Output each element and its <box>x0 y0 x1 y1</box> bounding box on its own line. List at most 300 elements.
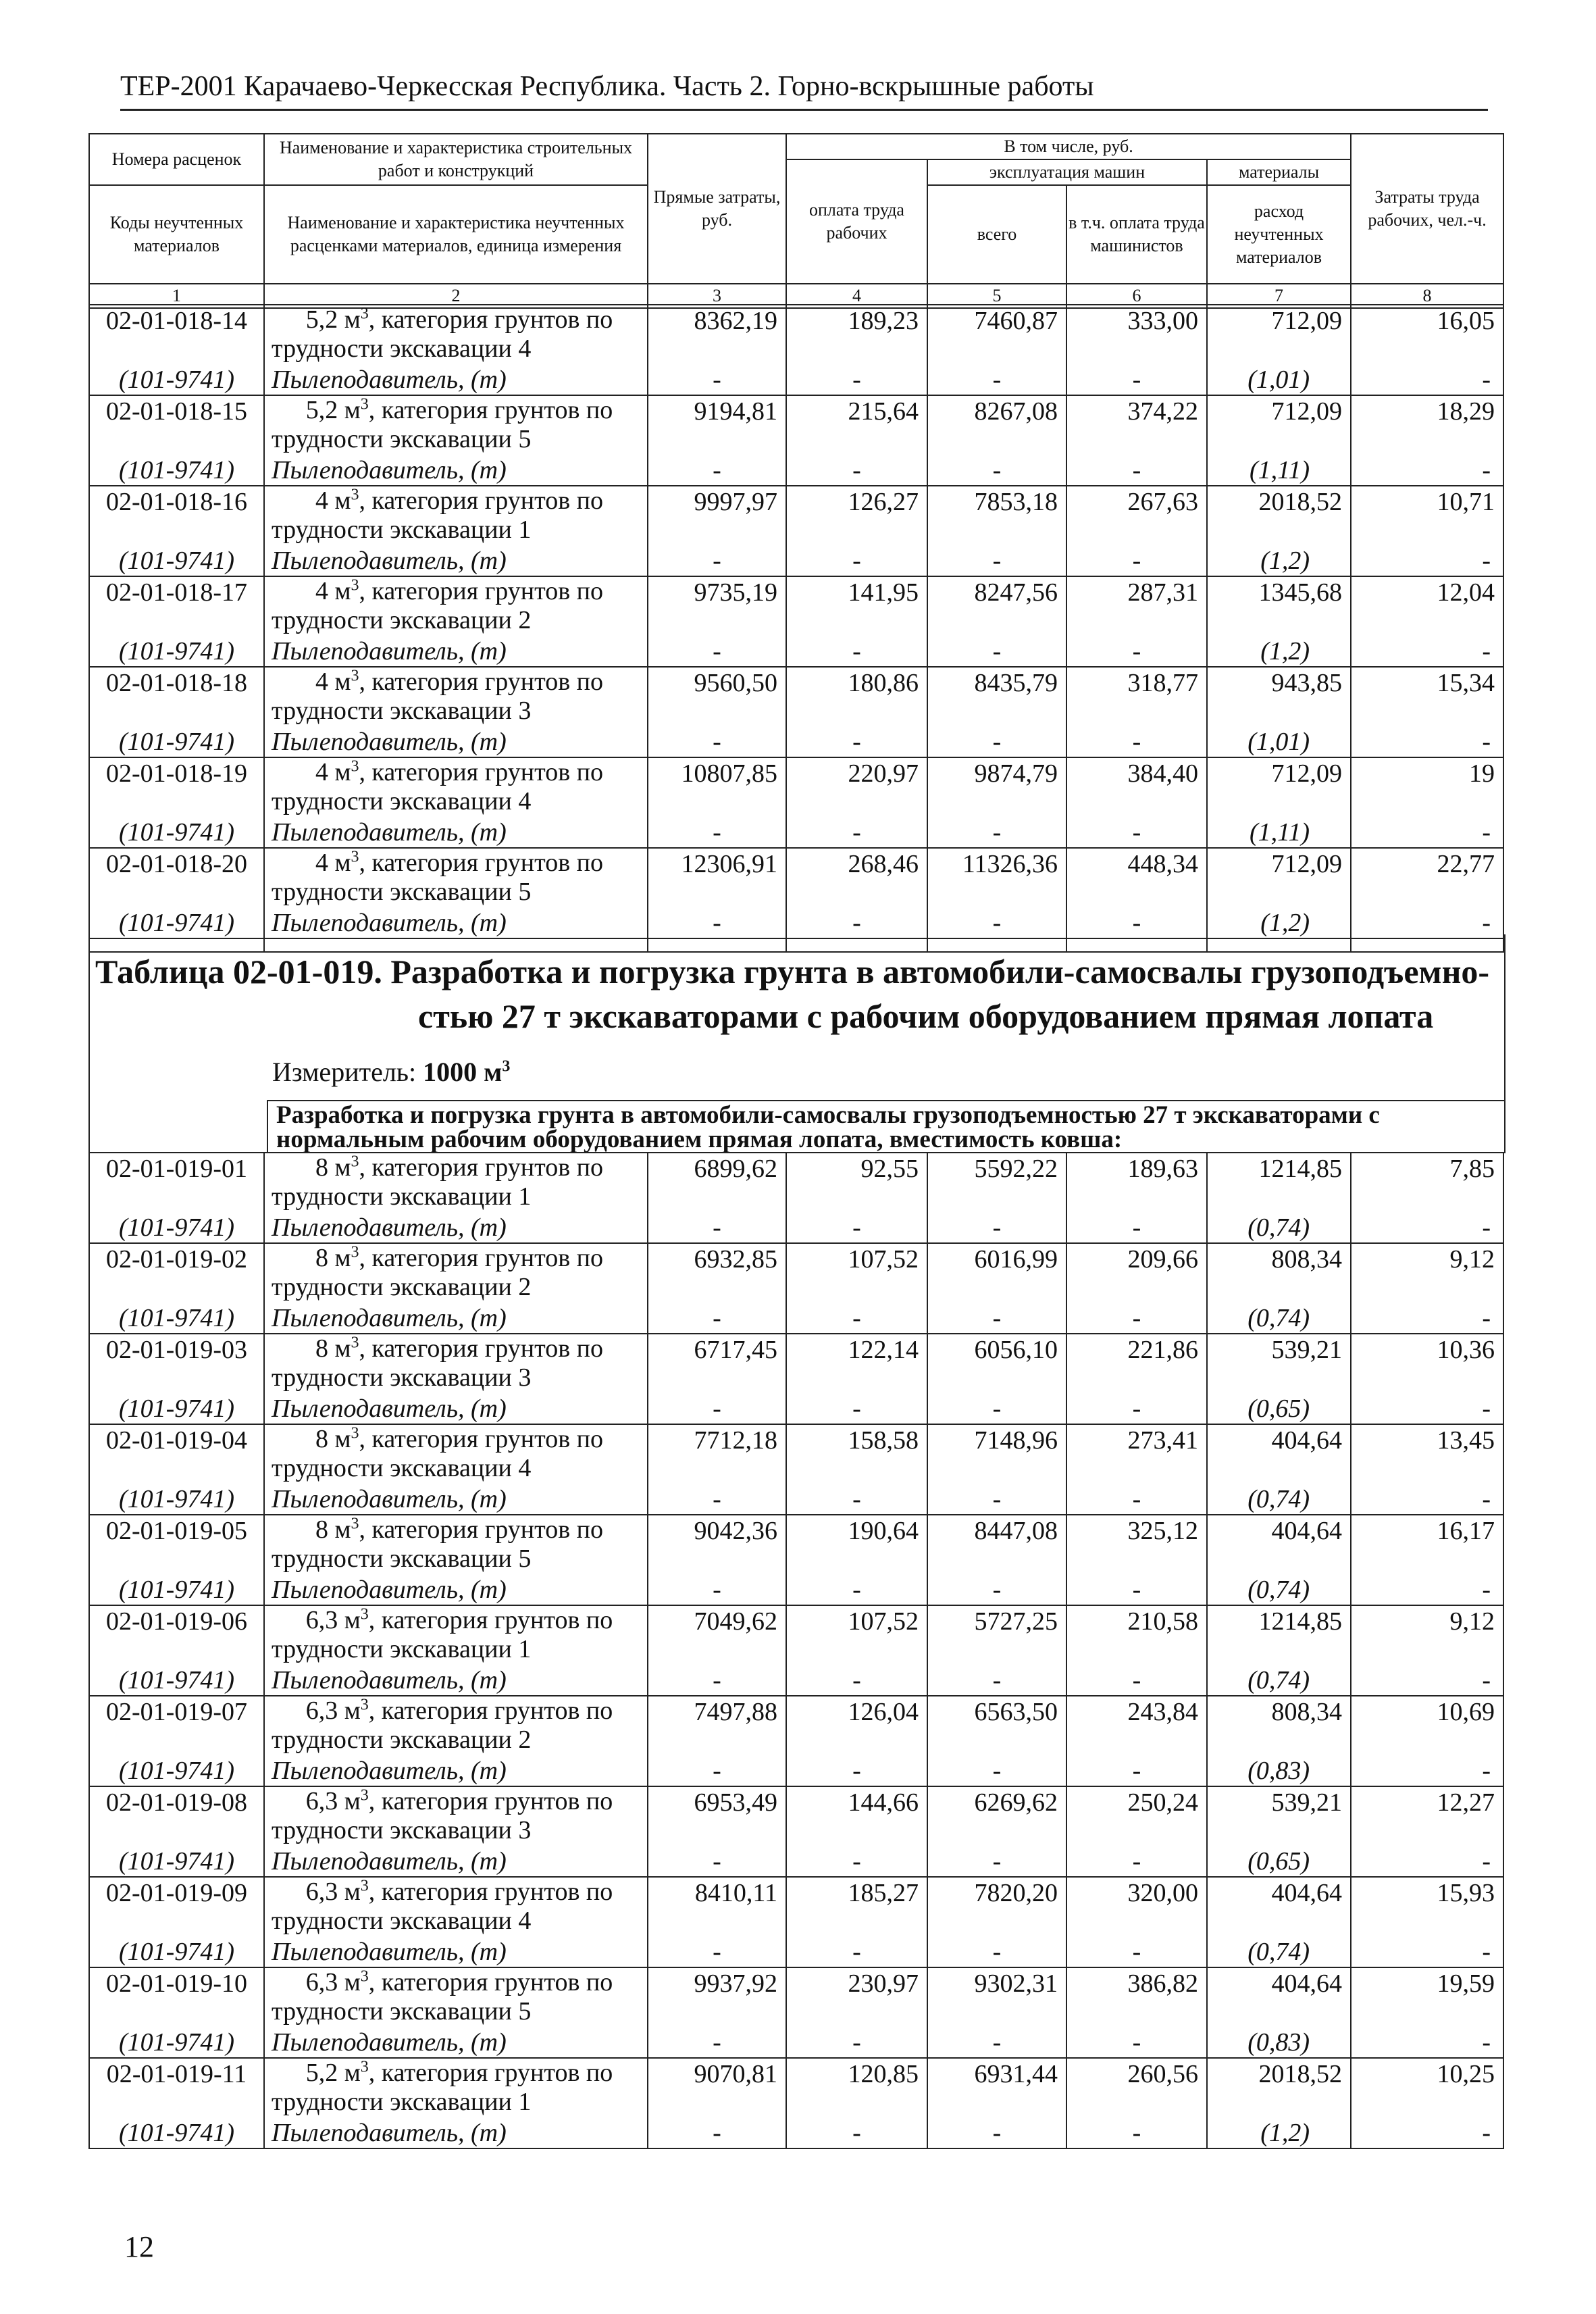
soil-category-cont: трудности экскавации 1 <box>272 2088 532 2116</box>
dash-cell: - <box>1351 909 1503 938</box>
machines-total: 11326,36 <box>927 848 1066 909</box>
worker-pay: 120,85 <box>786 2058 927 2119</box>
dash-cell: - <box>1351 2028 1503 2058</box>
measurer-sup: 3 <box>502 1057 511 1076</box>
bucket-size-unit-sup: 3 <box>351 1515 359 1533</box>
bucket-size: 8 м <box>315 1515 351 1544</box>
soil-category: , категория грунтов по <box>359 1425 604 1453</box>
worker-pay: 144,66 <box>786 1786 927 1847</box>
dash-cell: - <box>1351 728 1503 757</box>
material-code: (101-9741) <box>89 1213 264 1243</box>
material-quantity: (1,11) <box>1207 456 1351 486</box>
table-019-title <box>95 949 1500 1038</box>
material-code: (101-9741) <box>89 1757 264 1786</box>
bucket-size-unit-sup: 3 <box>360 1696 369 1714</box>
material-name: Пылеподавитель, (т) <box>264 1304 648 1334</box>
header-worker-pay: оплата труда рабочих <box>786 159 927 284</box>
bucket-size: 6,3 м <box>305 1787 361 1815</box>
rate-code: 02-01-019-05 <box>89 1515 264 1576</box>
bucket-size-unit-sup: 3 <box>360 1877 369 1895</box>
soil-category: , категория грунтов по <box>359 758 604 786</box>
dash-cell: - <box>1066 1485 1207 1515</box>
material-row <box>89 1757 1503 1786</box>
labor-hours: 19 <box>1351 757 1503 818</box>
bucket-size: 6,3 м <box>305 1968 361 1996</box>
operator-pay: 384,40 <box>1066 757 1207 818</box>
bucket-size: 5,2 м <box>305 396 361 424</box>
header-labor-hours: Затраты труда рабочих, чел.-ч. <box>1351 134 1503 284</box>
material-code: (101-9741) <box>89 1666 264 1696</box>
material-row <box>89 366 1503 395</box>
direct-costs: 9042,36 <box>648 1515 786 1576</box>
rate-description <box>264 576 648 637</box>
rate-description <box>264 757 648 818</box>
material-row <box>89 2119 1503 2148</box>
rate-description <box>264 486 648 547</box>
material-name: Пылеподавитель, (т) <box>264 456 648 486</box>
soil-category-cont: трудности экскавации 2 <box>272 606 532 634</box>
soil-category: , категория грунтов по <box>368 1878 613 1906</box>
labor-hours: 10,71 <box>1351 486 1503 547</box>
labor-hours: 19,59 <box>1351 1967 1503 2028</box>
dash-cell: - <box>648 1304 786 1334</box>
dash-cell: - <box>786 728 927 757</box>
soil-category-cont: трудности экскавации 2 <box>272 1273 532 1301</box>
bucket-size-unit-sup: 3 <box>351 1334 359 1352</box>
bucket-size-unit-sup: 3 <box>360 2058 369 2076</box>
rate-row <box>89 667 1503 728</box>
materials-cost: 943,85 <box>1207 667 1351 728</box>
dash-cell: - <box>927 818 1066 848</box>
material-row <box>89 547 1503 576</box>
material-code: (101-9741) <box>89 2119 264 2148</box>
direct-costs: 6717,45 <box>648 1334 786 1394</box>
dash-cell: - <box>1066 637 1207 667</box>
dash-cell: - <box>648 1213 786 1243</box>
material-row <box>89 1394 1503 1424</box>
header-including-group: В том числе, руб. <box>786 134 1351 159</box>
bucket-size-unit-sup: 3 <box>360 305 369 323</box>
rate-row <box>89 1967 1503 2028</box>
direct-costs: 8410,11 <box>648 1877 786 1938</box>
dash-cell: - <box>927 1394 1066 1424</box>
bucket-size-unit-sup: 3 <box>351 486 359 504</box>
dash-cell: - <box>1066 1847 1207 1877</box>
rate-description <box>264 1605 648 1666</box>
soil-category: , категория грунтов по <box>359 1515 604 1544</box>
header-machines-group: эксплуатация машин <box>927 159 1207 185</box>
worker-pay: 268,46 <box>786 848 927 909</box>
labor-hours: 16,17 <box>1351 1515 1503 1576</box>
soil-category: , категория грунтов по <box>359 1244 604 1272</box>
material-code: (101-9741) <box>89 1304 264 1334</box>
table-019-title-line2: стью 27 т экскаваторами с рабочим оборудованием прямая лопата <box>418 997 1434 1035</box>
material-quantity: (0,83) <box>1207 2028 1351 2058</box>
rate-code: 02-01-018-16 <box>89 486 264 547</box>
rate-description <box>264 1334 648 1394</box>
material-name: Пылеподавитель, (т) <box>264 1847 648 1877</box>
material-quantity: (0,74) <box>1207 1304 1351 1334</box>
worker-pay: 180,86 <box>786 667 927 728</box>
material-name: Пылеподавитель, (т) <box>264 1666 648 1696</box>
material-name: Пылеподавитель, (т) <box>264 728 648 757</box>
dash-cell: - <box>648 2119 786 2148</box>
material-name: Пылеподавитель, (т) <box>264 2119 648 2148</box>
header-operator-pay: в т.ч. оплата труда машинистов <box>1066 185 1207 284</box>
soil-category-cont: трудности экскавации 5 <box>272 425 532 453</box>
material-name: Пылеподавитель, (т) <box>264 1394 648 1424</box>
running-header: ТЕР-2001 Карачаево-Черкесская Республика. Часть 2. Горно-вскрышные работы <box>120 71 1094 102</box>
machines-total: 7148,96 <box>927 1424 1066 1485</box>
rate-description <box>264 1424 648 1485</box>
dash-cell: - <box>648 1938 786 1967</box>
worker-pay: 92,55 <box>786 1153 927 1213</box>
machines-total: 7820,20 <box>927 1877 1066 1938</box>
header-num-8: 8 <box>1351 284 1503 308</box>
rates-table-018 <box>88 304 1504 953</box>
worker-pay: 122,14 <box>786 1334 927 1394</box>
rate-description <box>264 305 648 366</box>
dash-cell: - <box>648 366 786 395</box>
material-code: (101-9741) <box>89 818 264 848</box>
dash-cell: - <box>927 1938 1066 1967</box>
direct-costs: 9194,81 <box>648 395 786 456</box>
header-col2-bottom: Наименование и характеристика неучтенных расценками материалов, единица измерения <box>264 185 648 284</box>
section-caption: Разработка и погрузка грунта в автомобили-самосвалы грузоподъемностью 27 т экскаваторами с нормальным рабочим оборудованием прямая лопата, вместимость ковша: <box>276 1101 1380 1153</box>
header-direct-costs: Прямые затраты, руб. <box>648 134 786 284</box>
page-number: 12 <box>124 2230 154 2263</box>
labor-hours: 9,12 <box>1351 1605 1503 1666</box>
dash-cell: - <box>1066 1757 1207 1786</box>
labor-hours: 7,85 <box>1351 1153 1503 1213</box>
worker-pay: 126,27 <box>786 486 927 547</box>
materials-cost: 808,34 <box>1207 1243 1351 1304</box>
rate-row <box>89 1334 1503 1394</box>
material-code: (101-9741) <box>89 728 264 757</box>
machines-total: 6016,99 <box>927 1243 1066 1304</box>
materials-cost: 1214,85 <box>1207 1153 1351 1213</box>
dash-cell: - <box>1351 1757 1503 1786</box>
dash-cell: - <box>648 728 786 757</box>
material-name: Пылеподавитель, (т) <box>264 637 648 667</box>
labor-hours: 10,36 <box>1351 1334 1503 1394</box>
direct-costs: 9937,92 <box>648 1967 786 2028</box>
material-row <box>89 2028 1503 2058</box>
header-col2-top: Наименование и характеристика строительных работ и конструкций <box>264 134 648 185</box>
material-row <box>89 728 1503 757</box>
soil-category: , категория грунтов по <box>359 849 604 877</box>
operator-pay: 320,00 <box>1066 1877 1207 1938</box>
material-row <box>89 818 1503 848</box>
rate-code: 02-01-019-02 <box>89 1243 264 1304</box>
machines-total: 8435,79 <box>927 667 1066 728</box>
machines-total: 7853,18 <box>927 486 1066 547</box>
bucket-size-unit-sup: 3 <box>351 1153 359 1171</box>
operator-pay: 243,84 <box>1066 1696 1207 1757</box>
bucket-size: 6,3 м <box>305 1606 361 1634</box>
rate-description <box>264 395 648 456</box>
dash-cell: - <box>786 909 927 938</box>
material-code: (101-9741) <box>89 1394 264 1424</box>
operator-pay: 209,66 <box>1066 1243 1207 1304</box>
operator-pay: 267,63 <box>1066 486 1207 547</box>
operator-pay: 333,00 <box>1066 305 1207 366</box>
soil-category-cont: трудности экскавации 3 <box>272 1363 532 1392</box>
material-quantity: (0,74) <box>1207 1213 1351 1243</box>
bucket-size: 8 м <box>315 1334 351 1363</box>
worker-pay: 220,97 <box>786 757 927 818</box>
machines-total: 6056,10 <box>927 1334 1066 1394</box>
material-row <box>89 1213 1503 1243</box>
header-machines-total: всего <box>927 185 1066 284</box>
material-code: (101-9741) <box>89 1847 264 1877</box>
dash-cell: - <box>927 2028 1066 2058</box>
direct-costs: 7497,88 <box>648 1696 786 1757</box>
operator-pay: 273,41 <box>1066 1424 1207 1485</box>
dash-cell: - <box>1351 1938 1503 1967</box>
bucket-size-unit-sup: 3 <box>351 1424 359 1442</box>
dash-cell: - <box>1066 2028 1207 2058</box>
operator-pay: 318,77 <box>1066 667 1207 728</box>
material-quantity: (1,2) <box>1207 637 1351 667</box>
labor-hours: 10,69 <box>1351 1696 1503 1757</box>
rates-table-019 <box>88 1152 1504 2149</box>
dash-cell: - <box>1351 366 1503 395</box>
dash-cell: - <box>1351 818 1503 848</box>
dash-cell: - <box>927 637 1066 667</box>
soil-category-cont: трудности экскавации 2 <box>272 1726 532 1754</box>
labor-hours: 18,29 <box>1351 395 1503 456</box>
direct-costs: 9735,19 <box>648 576 786 637</box>
title-column-divider <box>267 1100 268 1152</box>
header-col1-top: Номера расценок <box>89 134 264 185</box>
material-quantity: (1,01) <box>1207 366 1351 395</box>
header-material-use: расход неучтенных материалов <box>1207 185 1351 284</box>
worker-pay: 107,52 <box>786 1243 927 1304</box>
direct-costs: 7712,18 <box>648 1424 786 1485</box>
dash-cell: - <box>1351 1485 1503 1515</box>
worker-pay: 107,52 <box>786 1605 927 1666</box>
dash-cell: - <box>648 1847 786 1877</box>
bucket-size: 5,2 м <box>305 305 361 334</box>
rate-row <box>89 486 1503 547</box>
labor-hours: 10,25 <box>1351 2058 1503 2119</box>
soil-category: , категория грунтов по <box>368 305 613 334</box>
material-code: (101-9741) <box>89 909 264 938</box>
rate-row <box>89 1786 1503 1847</box>
dash-cell: - <box>1066 1394 1207 1424</box>
dash-cell: - <box>1351 1213 1503 1243</box>
header-num-4: 4 <box>786 284 927 308</box>
dash-cell: - <box>1351 637 1503 667</box>
soil-category-cont: трудности экскавации 5 <box>272 1544 532 1573</box>
material-name: Пылеподавитель, (т) <box>264 547 648 576</box>
direct-costs: 8362,19 <box>648 305 786 366</box>
header-col1-bottom: Коды неучтенных материалов <box>89 185 264 284</box>
soil-category-cont: трудности экскавации 4 <box>272 1907 532 1935</box>
bucket-size-unit-sup: 3 <box>360 395 369 413</box>
rate-row <box>89 395 1503 456</box>
dash-cell: - <box>1351 1576 1503 1605</box>
dash-cell: - <box>1066 1666 1207 1696</box>
dash-cell: - <box>1066 1213 1207 1243</box>
material-quantity: (1,2) <box>1207 547 1351 576</box>
dash-cell: - <box>1351 547 1503 576</box>
dash-cell: - <box>1351 1666 1503 1696</box>
material-quantity: (1,11) <box>1207 818 1351 848</box>
soil-category: , категория грунтов по <box>359 1153 604 1182</box>
dash-cell: - <box>786 637 927 667</box>
machines-total: 9874,79 <box>927 757 1066 818</box>
dash-cell: - <box>927 1304 1066 1334</box>
worker-pay: 230,97 <box>786 1967 927 2028</box>
dash-cell: - <box>1066 909 1207 938</box>
bucket-size: 4 м <box>315 486 351 515</box>
soil-category-cont: трудности экскавации 3 <box>272 697 532 725</box>
dash-cell: - <box>1351 2119 1503 2148</box>
rate-row <box>89 757 1503 818</box>
dash-cell: - <box>786 1213 927 1243</box>
material-code: (101-9741) <box>89 1576 264 1605</box>
dash-cell: - <box>786 547 927 576</box>
worker-pay: 158,58 <box>786 1424 927 1485</box>
dash-cell: - <box>648 2028 786 2058</box>
dash-cell: - <box>786 1394 927 1424</box>
materials-cost: 1345,68 <box>1207 576 1351 637</box>
soil-category: , категория грунтов по <box>368 396 613 424</box>
labor-hours: 15,93 <box>1351 1877 1503 1938</box>
material-name: Пылеподавитель, (т) <box>264 1757 648 1786</box>
rate-row <box>89 576 1503 637</box>
measurer-label: Измеритель: <box>272 1057 423 1087</box>
material-quantity: (1,2) <box>1207 2119 1351 2148</box>
rate-code: 02-01-019-08 <box>89 1786 264 1847</box>
worker-pay: 189,23 <box>786 305 927 366</box>
rate-description <box>264 1153 648 1213</box>
material-code: (101-9741) <box>89 1485 264 1515</box>
worker-pay: 185,27 <box>786 1877 927 1938</box>
dash-cell: - <box>648 1394 786 1424</box>
soil-category-cont: трудности экскавации 4 <box>272 334 532 363</box>
direct-costs: 9560,50 <box>648 667 786 728</box>
labor-hours: 13,45 <box>1351 1424 1503 1485</box>
bucket-size: 5,2 м <box>305 2059 361 2087</box>
rate-code: 02-01-019-06 <box>89 1605 264 1666</box>
material-quantity: (0,83) <box>1207 1757 1351 1786</box>
operator-pay: 448,34 <box>1066 848 1207 909</box>
dash-cell: - <box>1066 547 1207 576</box>
labor-hours: 22,77 <box>1351 848 1503 909</box>
material-name: Пылеподавитель, (т) <box>264 1938 648 1967</box>
material-quantity: (0,65) <box>1207 1394 1351 1424</box>
bucket-size-unit-sup: 3 <box>351 667 359 685</box>
material-quantity: (0,74) <box>1207 1938 1351 1967</box>
soil-category-cont: трудности экскавации 5 <box>272 878 532 906</box>
rate-description <box>264 1515 648 1576</box>
dash-cell: - <box>786 1576 927 1605</box>
material-row <box>89 1938 1503 1967</box>
dash-cell: - <box>648 547 786 576</box>
rate-row <box>89 305 1503 366</box>
bucket-size: 4 м <box>315 758 351 786</box>
machines-total: 8267,08 <box>927 395 1066 456</box>
bucket-size: 6,3 м <box>305 1696 361 1725</box>
dash-cell: - <box>648 909 786 938</box>
dash-cell: - <box>648 1757 786 1786</box>
soil-category-cont: трудности экскавации 3 <box>272 1816 532 1844</box>
dash-cell: - <box>927 2119 1066 2148</box>
material-quantity: (0,65) <box>1207 1847 1351 1877</box>
dash-cell: - <box>648 1485 786 1515</box>
dash-cell: - <box>927 366 1066 395</box>
bucket-size-unit-sup: 3 <box>351 1243 359 1261</box>
materials-cost: 712,09 <box>1207 305 1351 366</box>
column-header-table <box>88 133 1504 309</box>
header-num-6: 6 <box>1066 284 1207 308</box>
labor-hours: 9,12 <box>1351 1243 1503 1304</box>
rate-code: 02-01-019-09 <box>89 1877 264 1938</box>
header-num-1: 1 <box>89 284 264 308</box>
machines-total: 6269,62 <box>927 1786 1066 1847</box>
materials-cost: 404,64 <box>1207 1967 1351 2028</box>
operator-pay: 374,22 <box>1066 395 1207 456</box>
operator-pay: 210,58 <box>1066 1605 1207 1666</box>
rate-code: 02-01-018-19 <box>89 757 264 818</box>
machines-total: 7460,87 <box>927 305 1066 366</box>
rate-code: 02-01-019-10 <box>89 1967 264 2028</box>
dash-cell: - <box>786 1757 927 1786</box>
dash-cell: - <box>1351 456 1503 486</box>
material-name: Пылеподавитель, (т) <box>264 1213 648 1243</box>
material-name: Пылеподавитель, (т) <box>264 366 648 395</box>
worker-pay: 141,95 <box>786 576 927 637</box>
machines-total: 8447,08 <box>927 1515 1066 1576</box>
labor-hours: 16,05 <box>1351 305 1503 366</box>
dash-cell: - <box>1066 728 1207 757</box>
material-code: (101-9741) <box>89 1938 264 1967</box>
materials-cost: 2018,52 <box>1207 2058 1351 2119</box>
rate-row <box>89 1605 1503 1666</box>
dash-cell: - <box>927 1485 1066 1515</box>
bucket-size: 4 м <box>315 668 351 696</box>
rate-description <box>264 1877 648 1938</box>
header-rule <box>120 109 1488 111</box>
labor-hours: 12,27 <box>1351 1786 1503 1847</box>
material-row <box>89 1666 1503 1696</box>
dash-cell: - <box>927 728 1066 757</box>
rate-row <box>89 1877 1503 1938</box>
soil-category: , категория грунтов по <box>368 1696 613 1725</box>
dash-cell: - <box>927 547 1066 576</box>
materials-cost: 539,21 <box>1207 1334 1351 1394</box>
rate-code: 02-01-018-20 <box>89 848 264 909</box>
dash-cell: - <box>1066 818 1207 848</box>
rate-description <box>264 1696 648 1757</box>
direct-costs: 9997,97 <box>648 486 786 547</box>
header-num-7: 7 <box>1207 284 1351 308</box>
dash-cell: - <box>648 637 786 667</box>
rate-code: 02-01-018-17 <box>89 576 264 637</box>
direct-costs: 12306,91 <box>648 848 786 909</box>
operator-pay: 325,12 <box>1066 1515 1207 1576</box>
material-quantity: (0,74) <box>1207 1485 1351 1515</box>
direct-costs: 6932,85 <box>648 1243 786 1304</box>
dash-cell: - <box>648 818 786 848</box>
material-name: Пылеподавитель, (т) <box>264 2028 648 2058</box>
dash-cell: - <box>1066 1304 1207 1334</box>
soil-category: , категория грунтов по <box>368 1787 613 1815</box>
material-row <box>89 1847 1503 1877</box>
